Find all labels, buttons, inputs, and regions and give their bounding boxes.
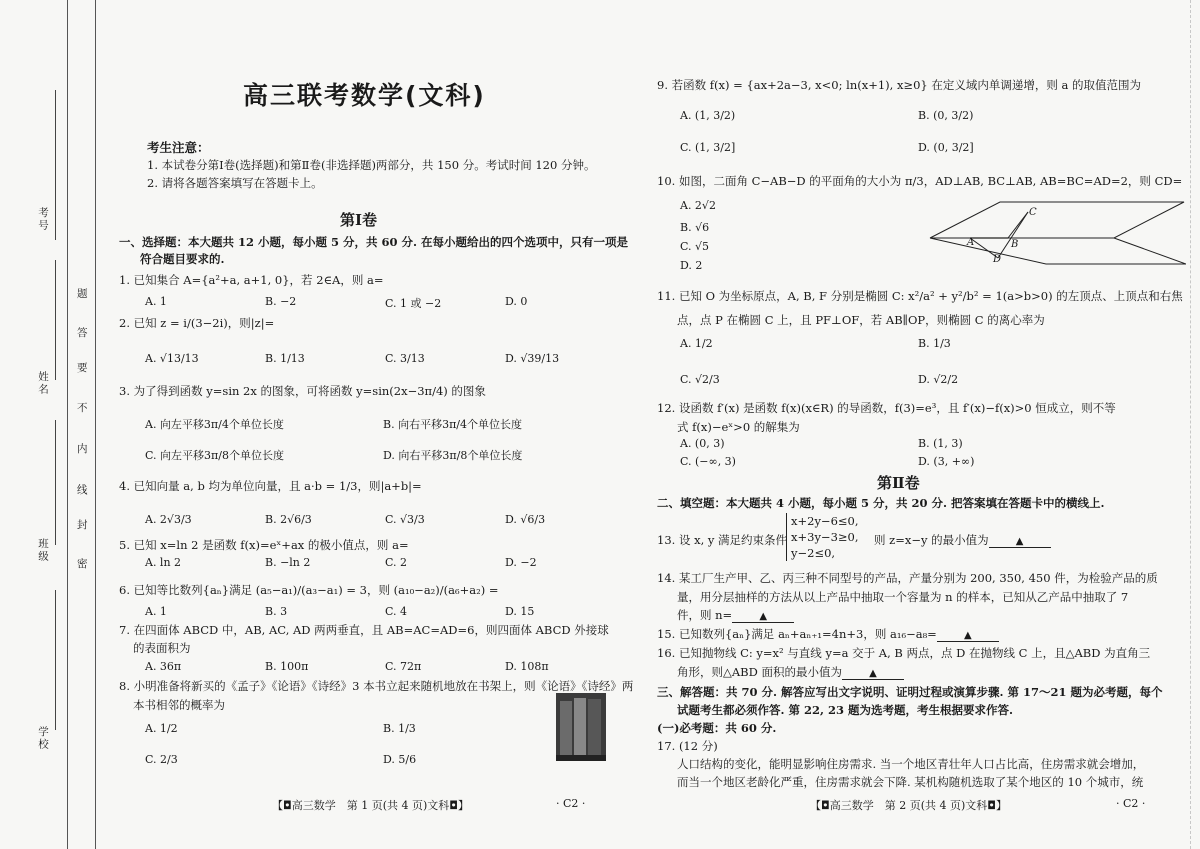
part-one-heading: 第Ⅰ卷 xyxy=(340,211,378,229)
q17-heading: 17. (12 分) xyxy=(657,739,718,753)
notice-item: 2. 请将各题答案填写在答题卡上。 xyxy=(147,176,323,190)
q7-option: D. 108π xyxy=(505,660,549,673)
q1-option: A. 1 xyxy=(145,295,167,308)
q16-line2 xyxy=(677,664,904,680)
q7-option: C. 72π xyxy=(385,660,422,673)
q16-line2-text: 角形，则△ABD 面积的最小值为 xyxy=(677,665,842,679)
seal-char: 答 xyxy=(77,327,88,339)
q1-option: B. −2 xyxy=(265,295,297,308)
page1-footer-code: · C2 · xyxy=(556,797,586,810)
q8-option: D. 5/6 xyxy=(383,753,417,766)
seal-char: 内 xyxy=(77,443,88,455)
q8-option: B. 1/3 xyxy=(383,722,416,735)
q9-option: D. (0, 3/2] xyxy=(918,141,974,154)
figure-label-d: D xyxy=(993,254,1002,265)
q10-option: D. 2 xyxy=(680,259,703,272)
notice-item: 1. 本试卷分第Ⅰ卷(选择题)和第Ⅱ卷(非选择题)两部分，共 150 分。考试时间 120 分钟。 xyxy=(147,158,596,172)
q3-option: C. 向左平移3π/8个单位长度 xyxy=(145,449,284,462)
name-label: 姓名 xyxy=(37,371,49,396)
q14-answer-blank: ▲ xyxy=(732,611,794,623)
q4-option: B. 2√6/3 xyxy=(265,513,312,526)
section-three-instructions-cont: 试题考生都必须作答. 第 22, 23 题为选考题，考生根据要求作答. xyxy=(677,703,1014,717)
q5-stem: 5. 已知 x=ln 2 是函数 f(x)=eˣ+ax 的极小值点，则 a= xyxy=(119,538,409,552)
name-line xyxy=(55,260,56,380)
seal-char: 线 xyxy=(77,484,88,496)
binding-line-inner xyxy=(95,0,96,849)
q6-option: A. 1 xyxy=(145,605,167,618)
q11-stem: 11. 已知 O 为坐标原点，A, B, F 分别是椭圆 C: x²/a² + y²/b² = 1(a>b>0) 的左顶点、上顶点和右焦 xyxy=(657,289,1183,303)
school-label: 学校 xyxy=(37,726,49,751)
q5-option: A. ln 2 xyxy=(145,556,182,569)
seal-char: 密 xyxy=(77,558,88,570)
q13-constraint: y−2≤0, xyxy=(791,546,836,560)
school-line xyxy=(55,590,56,730)
q9-option: B. (0, 3/2) xyxy=(918,109,974,122)
q3-option: A. 向左平移3π/4个单位长度 xyxy=(145,418,284,431)
q12-option: D. (3, +∞) xyxy=(918,455,975,468)
q9-option: A. (1, 3/2) xyxy=(680,109,736,122)
q12-option: A. (0, 3) xyxy=(680,437,725,450)
q6-stem: 6. 已知等比数列{aₙ}满足 (a₅−a₁)/(a₃−a₁) = 3，则 (a₁₀−a₂)/(a₆+a₂) = xyxy=(119,583,499,597)
q2-stem: 2. 已知 z = i/(3−2i)，则|z|= xyxy=(119,316,275,330)
q14-line3-text: 件，则 n= xyxy=(677,608,733,622)
page2-footer: 【◘高三数学 第 2 页(共 4 页)文科◘】 xyxy=(810,799,1007,812)
seal-char: 封 xyxy=(77,519,88,531)
q10-option: A. 2√2 xyxy=(680,199,716,212)
q11-option: A. 1/2 xyxy=(680,337,713,350)
q1-stem: 1. 已知集合 A={a²+a, a+1, 0}，若 2∈A，则 a= xyxy=(119,273,384,287)
q8-stem-cont: 本书相邻的概率为 xyxy=(133,698,225,712)
q7-option: B. 100π xyxy=(265,660,309,673)
q2-option: D. √39/13 xyxy=(505,352,560,365)
q7-stem-cont: 的表面积为 xyxy=(133,641,191,655)
exam-no-line xyxy=(55,90,56,240)
page2-footer-code: · C2 · xyxy=(1116,797,1146,810)
q16-line1: 16. 已知抛物线 C: y=x² 与直线 y=a 交于 A, B 两点，点 D 在抛物线 C 上，且△ABD 为直角三 xyxy=(657,646,1151,660)
section-two-instructions: 二、填空题：本大题共 4 小题，每小题 5 分，共 20 分. 把答案填在答题卡中的横线上. xyxy=(657,496,1105,510)
q12-option: C. (−∞, 3) xyxy=(680,455,736,468)
seal-char: 题 xyxy=(77,288,88,300)
section-three-instructions: 三、解答题：共 70 分. 解答应写出文字说明、证明过程或演算步骤. 第 17～21 题为必考题，每个 xyxy=(657,685,1163,699)
q4-option: D. √6/3 xyxy=(505,513,546,526)
q14-line3 xyxy=(677,607,794,623)
scan-edge xyxy=(1190,0,1191,849)
q2-option: B. 1/13 xyxy=(265,352,305,365)
q12-option: B. (1, 3) xyxy=(918,437,963,450)
class-label: 班级 xyxy=(37,538,49,563)
q4-option: A. 2√3/3 xyxy=(145,513,192,526)
q15 xyxy=(657,626,999,642)
q13-constraints xyxy=(786,513,859,561)
q1-option: C. 1 或 −2 xyxy=(385,297,442,310)
bookshelf-photo xyxy=(556,693,606,761)
q13-question-text: 则 z=x−y 的最小值为 xyxy=(874,533,989,547)
q13-constraint: x+2y−6≤0, xyxy=(791,514,859,528)
q7-stem: 7. 在四面体 ABCD 中，AB, AC, AD 两两垂直，且 AB=AC=AD=6，则四面体 ABCD 外接球 xyxy=(119,623,609,637)
q5-option: D. −2 xyxy=(505,556,537,569)
required-heading: (一)必考题：共 60 分. xyxy=(657,721,777,735)
figure-label-c: C xyxy=(1029,207,1037,218)
q17-line2: 而当一个地区老龄化严重，住房需求就会下降. 某机构随机选取了某个地区的 10 个城市，统 xyxy=(677,775,1144,789)
q10-option: B. √6 xyxy=(680,221,710,234)
q5-option: C. 2 xyxy=(385,556,408,569)
q11-option: B. 1/3 xyxy=(918,337,951,350)
q12-stem-cont: 式 f(x)−eˣ>0 的解集为 xyxy=(677,420,800,434)
q11-option: C. √2/3 xyxy=(680,373,720,386)
q13-constraint: x+3y−3≥0, xyxy=(791,530,859,544)
figure-label-b: B xyxy=(1011,239,1019,250)
q3-option: D. 向右平移3π/8个单位长度 xyxy=(383,449,523,462)
seal-char: 要 xyxy=(77,362,88,374)
dihedral-angle-figure xyxy=(928,200,1186,266)
q14-line2: 量，用分层抽样的方法从以上产品中抽取一个容量为 n 的样本，已知从乙产品中抽取了 7 xyxy=(677,590,1129,604)
q2-option: A. √13/13 xyxy=(145,352,199,365)
exam-no-label: 考号 xyxy=(37,207,49,232)
q13-question xyxy=(874,532,1051,548)
q5-option: B. −ln 2 xyxy=(265,556,311,569)
q6-option: D. 15 xyxy=(505,605,535,618)
q4-option: C. √3/3 xyxy=(385,513,425,526)
q9-option: C. (1, 3/2] xyxy=(680,141,736,154)
q6-option: B. 3 xyxy=(265,605,288,618)
q6-option: C. 4 xyxy=(385,605,408,618)
seal-char: 不 xyxy=(77,402,88,414)
page1-footer: 【◘高三数学 第 1 页(共 4 页)文科◘】 xyxy=(272,799,469,812)
q8-option: A. 1/2 xyxy=(145,722,178,735)
q1-option: D. 0 xyxy=(505,295,528,308)
q12-stem: 12. 设函数 f′(x) 是函数 f(x)(x∈R) 的导函数，f(3)=e³，且 f′(x)−f(x)>0 恒成立，则不等 xyxy=(657,401,1116,415)
q13-stem: 13. 设 x, y 满足约束条件 xyxy=(657,533,788,547)
q17-line1: 人口结构的变化，能明显影响住房需求. 当一个地区青壮年人口占比高，住房需求就会增加， xyxy=(677,757,1145,771)
class-line xyxy=(55,420,56,545)
q16-answer-blank: ▲ xyxy=(842,668,904,680)
section-one-instructions: 一、选择题：本大题共 12 小题，每小题 5 分，共 60 分. 在每小题给出的四个选项中，只有一项是 xyxy=(119,235,629,249)
q10-option: C. √5 xyxy=(680,240,710,253)
q15-answer-blank: ▲ xyxy=(937,630,999,642)
q15-text: 15. 已知数列{aₙ}满足 aₙ+aₙ₊₁=4n+3，则 a₁₆−a₈= xyxy=(657,627,937,641)
q10-stem: 10. 如图，二面角 C−AB−D 的平面角的大小为 π/3，AD⊥AB, BC⊥AB, AB=BC=AD=2，则 CD= xyxy=(657,174,1183,188)
q13-answer-blank: ▲ xyxy=(989,536,1051,548)
q7-option: A. 36π xyxy=(145,660,182,673)
q9-stem: 9. 若函数 f(x) = {ax+2a−3, x<0; ln(x+1), x≥0} 在定义域内单调递增，则 a 的取值范围为 xyxy=(657,78,1142,92)
q11-option: D. √2/2 xyxy=(918,373,959,386)
q2-option: C. 3/13 xyxy=(385,352,425,365)
notice-title: 考生注意： xyxy=(147,140,210,155)
q3-option: B. 向右平移3π/4个单位长度 xyxy=(383,418,523,431)
q8-option: C. 2/3 xyxy=(145,753,178,766)
q11-stem-cont: 点，点 P 在椭圆 C 上，且 PF⊥OF，若 AB∥OP，则椭圆 C 的离心率为 xyxy=(677,313,1045,327)
figure-label-a: A xyxy=(967,237,975,248)
q3-stem: 3. 为了得到函数 y=sin 2x 的图象，可将函数 y=sin(2x−3π/4) 的图象 xyxy=(119,384,486,398)
part-two-heading: 第Ⅱ卷 xyxy=(877,474,920,492)
binding-line-outer xyxy=(67,0,68,849)
section-one-instructions-cont: 符合题目要求的. xyxy=(140,252,225,266)
q4-stem: 4. 已知向量 a, b 均为单位向量，且 a·b = 1/3，则|a+b|= xyxy=(119,479,422,493)
exam-title: 高三联考数学(文科) xyxy=(243,81,486,110)
q8-stem: 8. 小明准备将新买的《孟子》《论语》《诗经》3 本书立起来随机地放在书架上，则《论语》《诗经》两 xyxy=(119,679,634,693)
q14-line1: 14. 某工厂生产甲、乙、丙三种不同型号的产品，产量分别为 200, 350, 450 件，为检验产品的质 xyxy=(657,571,1158,585)
